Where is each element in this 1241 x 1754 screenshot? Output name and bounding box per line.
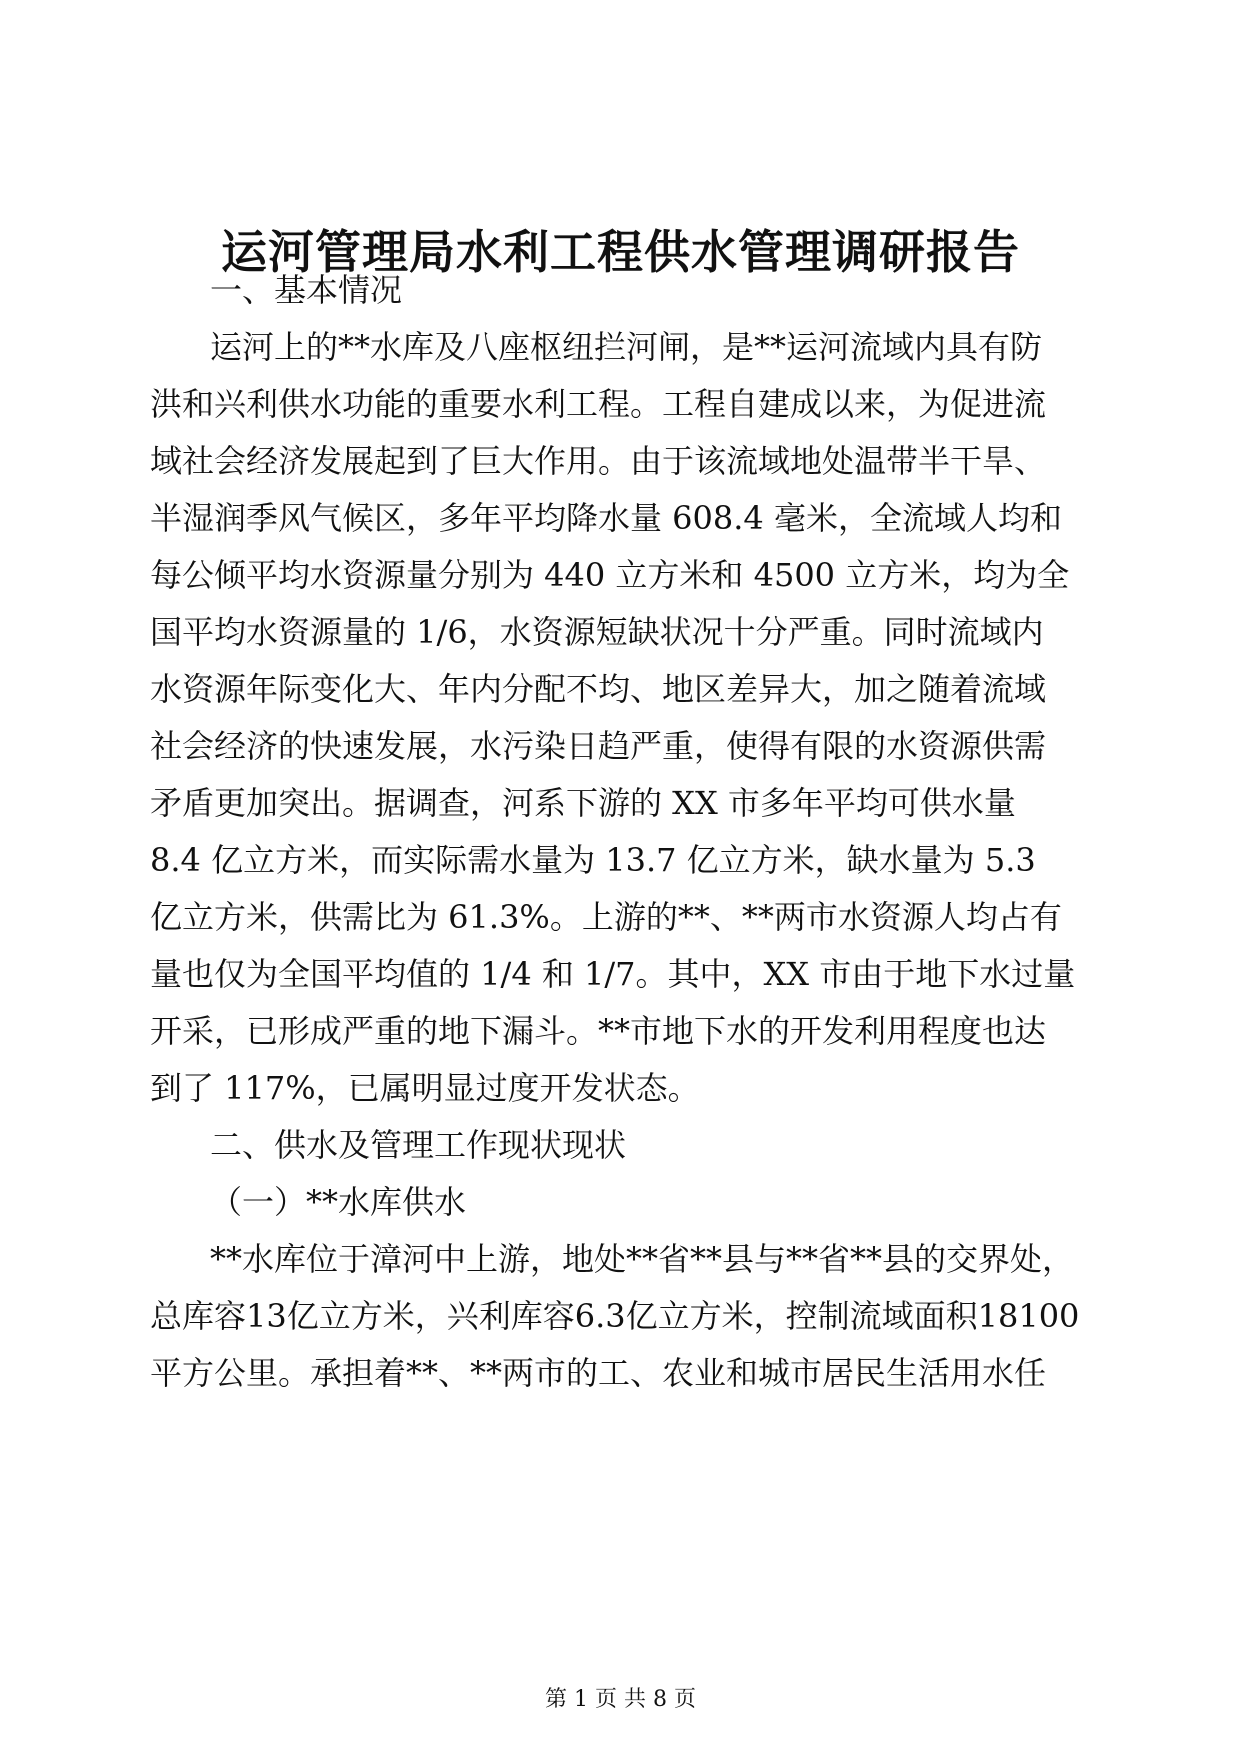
page-number: 第 1 页 共 8 页 [545, 1687, 696, 1712]
body-line: 到了 117%，已属明显过度开发状态。 [150, 1069, 700, 1107]
subsection-heading-reservoir: （一）**水库供水 [210, 1183, 467, 1221]
section-heading-basic-situation: 一、基本情况 [210, 271, 403, 309]
body-line: **水库位于漳河中上游，地处**省**县与**省**县的交界处， [210, 1240, 1075, 1278]
body-line: 国平均水资源量的 1/6，水资源短缺状况十分严重。同时流域内 [150, 613, 1044, 651]
body-line: 每公倾平均水资源量分别为 440 立方米和 4500 立方米，均为全 [150, 556, 1070, 594]
body-line: 亿立方米，供需比为 61.3%。上游的**、**两市水资源人均占有 [150, 898, 1062, 936]
body-line: 域社会经济发展起到了巨大作用。由于该流域地处温带半干旱、 [150, 442, 1047, 480]
body-line: 洪和兴利供水功能的重要水利工程。工程自建成以来，为促进流 [150, 385, 1047, 423]
body-line: 矛盾更加突出。据调查，河系下游的 XX 市多年平均可供水量 [150, 784, 1016, 822]
body-line: 水资源年际变化大、年内分配不均、地区差异大，加之随着流域 [150, 670, 1047, 708]
section-heading-water-supply: 二、供水及管理工作现状现状 [210, 1126, 627, 1164]
body-line: 社会经济的快速发展，水污染日趋严重，使得有限的水资源供需 [150, 727, 1047, 765]
body-line: 运河上的**水库及八座枢纽拦河闸，是**运河流域内具有防 [210, 328, 1043, 366]
body-line: 8.4 亿立方米，而实际需水量为 13.7 亿立方米，缺水量为 5.3 [150, 841, 1036, 879]
body-line: 半湿润季风气候区，多年平均降水量 608.4 毫米，全流域人均和 [150, 499, 1062, 537]
document-title: 运河管理局水利工程供水管理调研报告 [221, 225, 1020, 279]
body-line: 平方公里。承担着**、**两市的工、农业和城市居民生活用水任 [150, 1354, 1047, 1392]
body-line: 开采，已形成严重的地下漏斗。**市地下水的开发利用程度也达 [150, 1012, 1047, 1050]
body-line: 量也仅为全国平均值的 1/4 和 1/7。其中，XX 市由于地下水过量 [150, 955, 1076, 993]
body-line: 总库容13亿立方米，兴利库容6.3亿立方米，控制流域面积18100 [150, 1297, 1080, 1335]
